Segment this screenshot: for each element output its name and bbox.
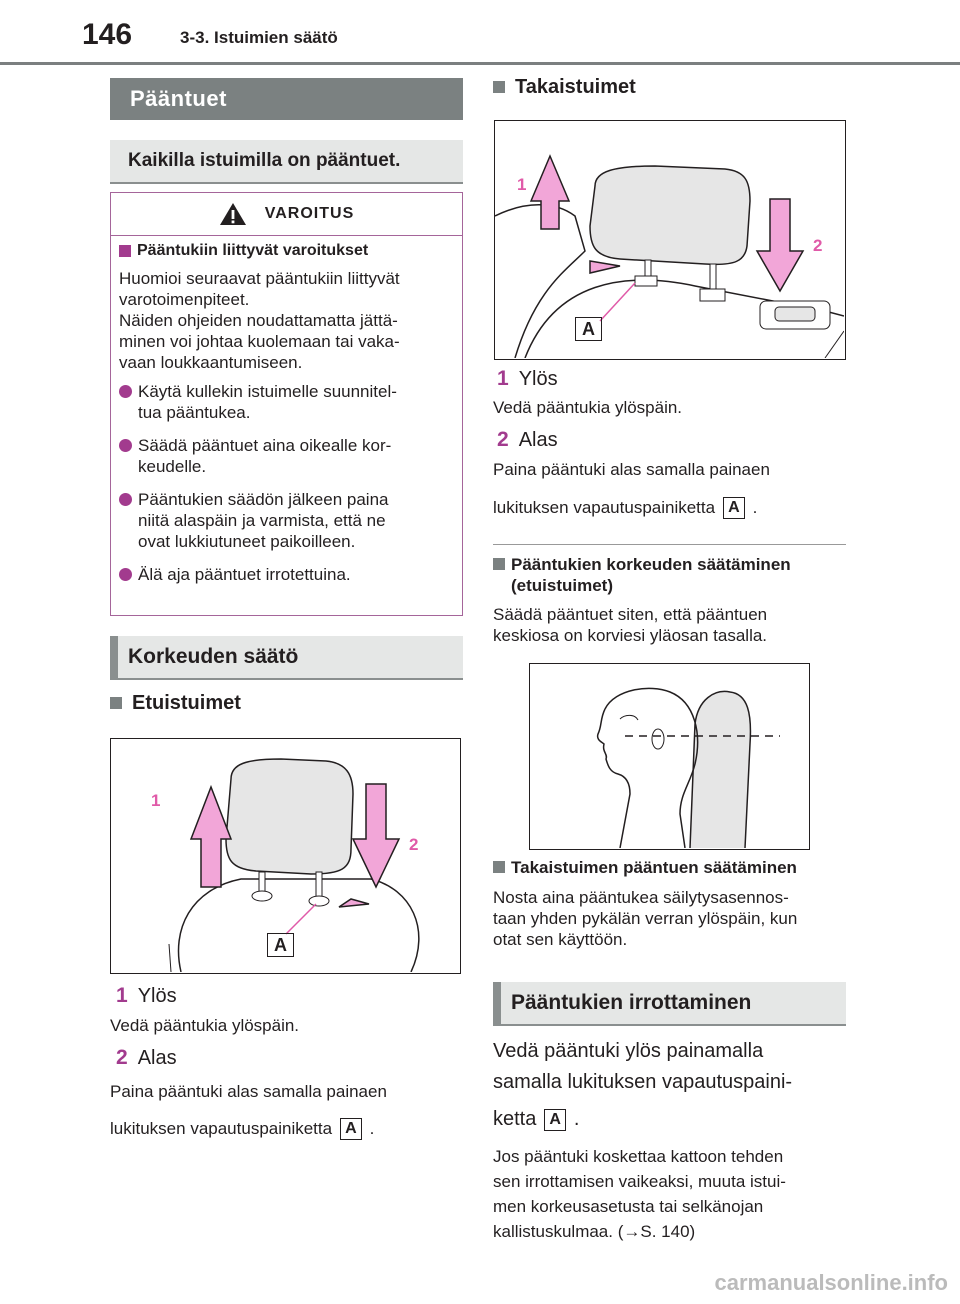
rear-adjust-line: otat sen käyttöön.: [493, 930, 628, 949]
step-number: 2: [497, 428, 509, 451]
removal-note-line: men korkeusasetusta tai selkänojan: [493, 1197, 764, 1216]
bullet-line: tua pääntukea.: [138, 403, 251, 422]
press-arrow-icon: [339, 899, 369, 907]
warning-intro-line: minen voi johtaa kuolemaan tai vaka-: [119, 332, 400, 351]
step-label: Ylös: [518, 368, 558, 390]
bullet-dot-icon: [119, 439, 132, 452]
rear-adjust-line: Nosta aina pääntukea säilytysasennos-: [493, 888, 789, 907]
down-arrow-icon: [757, 199, 803, 291]
watermark: carmanualsonline.info: [714, 1270, 948, 1295]
removal-note-ref-line: [493, 1219, 786, 1244]
bullet-line: Pääntukien säädön jälkeen paina: [138, 490, 389, 509]
bullet-line: ovat lukkiutuneet paikoilleen.: [138, 532, 356, 551]
bullet-dot-icon: [119, 385, 132, 398]
removal-line: ketta: [493, 1108, 537, 1130]
figure-label-a: A: [267, 933, 294, 957]
front-height-heading: [493, 554, 791, 596]
square-bullet-icon: [493, 558, 505, 570]
warning-triangle-icon: [219, 202, 247, 226]
warning-intro-line: Huomioi seuraavat pääntukiin liittyvät: [119, 269, 400, 288]
removal-line: samalla lukituksen vapautuspaini-: [493, 1071, 793, 1093]
bullet-line: niitä alaspäin ja varmista, että ne: [138, 511, 386, 530]
warning-subheading: [119, 242, 454, 260]
rear-adjust-line: taan yhden pykälän verran ylöspäin, kun: [493, 909, 798, 928]
divider: [493, 544, 846, 545]
section-height-adjust: [110, 636, 463, 680]
rear-headrest-illustration: [495, 121, 844, 358]
front-height-line: Säädä pääntuet siten, että pääntuen: [493, 605, 768, 624]
warning-intro-line: Näiden ohjeiden noudattamatta jättä-: [119, 311, 398, 330]
bullet-dot-icon: [119, 568, 132, 581]
square-bullet-icon: [119, 245, 131, 257]
section-height-title: Korkeuden säätö: [128, 645, 299, 668]
figure-label-2: 2: [813, 236, 823, 255]
step-number: 1: [116, 984, 128, 1007]
figure-label-2: 2: [409, 835, 419, 854]
chapter-title: 3-3. Istuimien säätö: [180, 28, 338, 47]
up-arrow-icon: [531, 156, 569, 229]
front-height-line: keskiosa on korviesi yläosan tasalla.: [493, 626, 768, 645]
rear-step-down: [497, 428, 558, 452]
front-seats-text: Etuistuimet: [132, 692, 241, 714]
front-seats-heading: [110, 692, 241, 715]
intro-text: Kaikilla istuimilla on pääntuet.: [128, 150, 401, 171]
label-a-box: A: [723, 497, 745, 519]
square-bullet-icon: [493, 861, 505, 873]
down-arrow-icon: [353, 784, 399, 887]
rear-adjust-text: [493, 887, 797, 950]
label-a-box: A: [340, 1118, 362, 1140]
section-removal: [493, 982, 846, 1026]
bullet-line: Säädä pääntuet aina oikealle kor-: [138, 436, 392, 455]
step-number: 1: [497, 367, 509, 390]
warning-bullet: [119, 564, 454, 585]
square-bullet-icon: [493, 81, 505, 93]
removal-instructions: [493, 1036, 792, 1135]
removal-note-line: sen irrottamisen vaikeaksi, muuta istui-: [493, 1172, 786, 1191]
square-bullet-icon: [110, 697, 122, 709]
head-position-illustration: [530, 664, 808, 848]
figure-label-1: 1: [517, 175, 527, 194]
bullet-line: Älä aja pääntuet irrotettuina.: [138, 565, 351, 584]
rear-adjust-title: Takaistuimen pääntuen säätäminen: [511, 858, 797, 877]
section-title-headrests: Pääntuet: [110, 78, 463, 120]
step-down: [116, 1046, 177, 1070]
page-reference-link[interactable]: S. 140): [640, 1222, 696, 1241]
step-label: Ylös: [137, 985, 177, 1007]
header-rule: [0, 62, 960, 65]
removal-line: Vedä pääntuki ylös painamalla: [493, 1040, 764, 1062]
warning-intro: [119, 268, 454, 373]
figure-label-1: 1: [151, 791, 161, 810]
press-arrow-icon: [590, 261, 620, 273]
rear-headrest-figure: [494, 120, 846, 360]
intro-banner: [110, 140, 463, 184]
head-position-figure: [529, 663, 810, 850]
removal-line-last: [493, 1104, 792, 1135]
up-arrow-icon: [191, 787, 231, 887]
page-number: 146: [82, 18, 133, 51]
front-height-text: [493, 604, 767, 646]
right-arrow-icon: →: [623, 1222, 641, 1241]
bullet-dot-icon: [119, 493, 132, 506]
figure-label-a: A: [575, 317, 602, 341]
period: .: [369, 1119, 375, 1138]
rear-adjust-heading: [493, 858, 797, 878]
warning-header: [111, 193, 462, 236]
label-a-box: A: [544, 1109, 566, 1131]
step-up-desc: Vedä pääntukia ylöspäin.: [110, 1016, 300, 1035]
section-bar: [110, 636, 118, 678]
rear-step-up-desc: Vedä pääntukia ylöspäin.: [493, 398, 683, 417]
warning-bullet: [119, 381, 454, 423]
removal-note: [493, 1144, 786, 1244]
warning-intro-line: varotoimenpiteet.: [119, 290, 250, 309]
step-number: 2: [116, 1046, 128, 1069]
bullet-line: keudelle.: [138, 457, 207, 476]
step-label: Alas: [518, 429, 558, 451]
front-headrest-figure: [110, 738, 461, 974]
warning-bullet: [119, 435, 454, 477]
rear-seats-text: Takaistuimet: [515, 76, 636, 98]
warning-intro-line: vaan loukkaantumiseen.: [119, 353, 303, 372]
front-height-title-1: Pääntukien korkeuden säätäminen: [511, 555, 791, 574]
removal-note-line: Jos pääntuki koskettaa kattoon tehden: [493, 1147, 784, 1166]
step-down-desc-2: [110, 1118, 374, 1140]
period: .: [752, 498, 758, 517]
warning-bullet: [119, 489, 454, 552]
step-down-desc-1: Paina pääntuki alas samalla painaen: [110, 1082, 387, 1101]
rear-step-down-desc-2: [493, 497, 757, 519]
section-removal-title: Pääntukien irrottaminen: [511, 991, 752, 1014]
period: .: [573, 1108, 580, 1130]
warning-box: [110, 192, 463, 616]
front-height-title-2: (etuistuimet): [511, 576, 613, 595]
rear-step-down-desc-1: Paina pääntuki alas samalla painaen: [493, 460, 770, 479]
step-label: Alas: [137, 1047, 177, 1069]
bullet-line: Käytä kullekin istuimelle suunnitel-: [138, 382, 397, 401]
warning-title: VAROITUS: [264, 205, 355, 222]
warning-subheading-text: Pääntukiin liittyvät varoitukset: [137, 242, 369, 259]
section-bar: [493, 982, 501, 1024]
step-down-desc-text: lukituksen vapautuspainiketta: [110, 1119, 333, 1138]
removal-note-line: kallistuskulmaa. (: [493, 1222, 624, 1241]
rear-step-down-desc-text: lukituksen vapautuspainiketta: [493, 498, 716, 517]
rear-seats-heading: [493, 76, 636, 99]
rear-step-up: [497, 367, 558, 391]
step-up: [116, 984, 177, 1008]
